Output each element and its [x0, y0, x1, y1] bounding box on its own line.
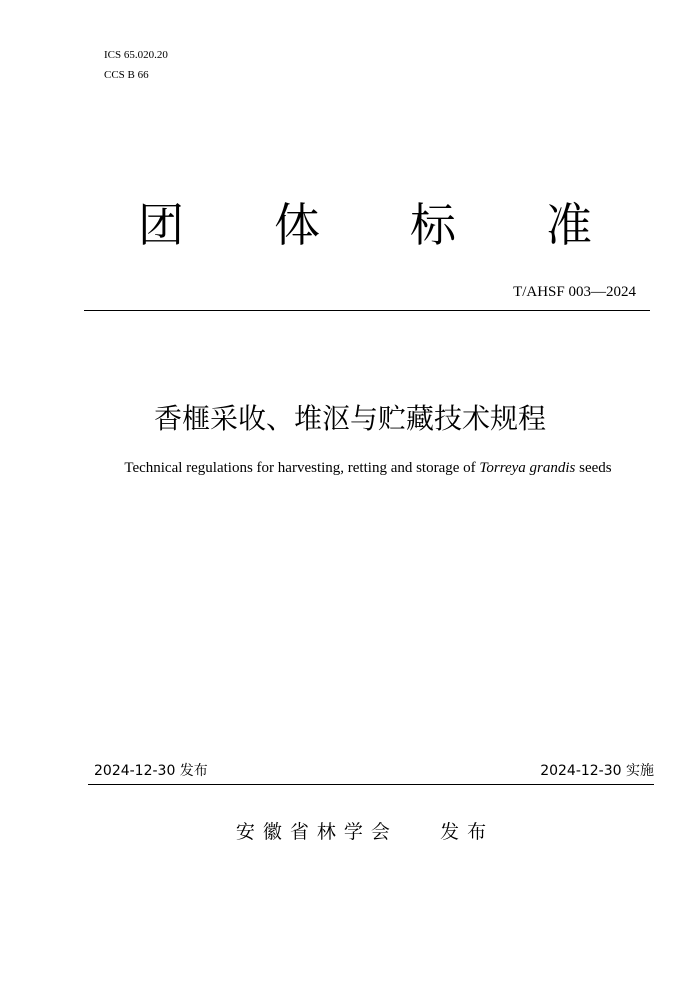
ics-code: ICS 65.020.20: [104, 49, 168, 61]
document-type-heading: [0, 198, 700, 252]
doc-type-char-4: 准: [546, 198, 592, 252]
classification-codes: [104, 45, 168, 85]
english-title-species: Torreya grandis: [479, 460, 576, 476]
doc-type-char-1: 团: [138, 198, 184, 252]
bottom-divider: [88, 784, 654, 785]
chinese-title: 香榧采收、堆沤与贮藏技术规程: [153, 402, 546, 435]
doc-type-char-3: 标: [410, 198, 456, 252]
ccs-code: CCS B 66: [104, 69, 149, 81]
publish-action: 发布: [440, 821, 495, 843]
publisher-name: 安徽省林学会: [235, 821, 398, 843]
standard-number: T/AHSF 003—2024: [513, 284, 636, 300]
top-divider: [84, 310, 650, 311]
english-title: [0, 458, 700, 478]
publisher-line: [0, 820, 700, 844]
implementation-date: 2024-12-30 实施: [540, 763, 654, 779]
english-title-suffix: seeds: [575, 460, 612, 476]
issue-date: 2024-12-30 发布: [94, 763, 208, 779]
doc-type-char-2: 体: [274, 198, 320, 252]
english-title-prefix: Technical regulations for harvesting, retting and storage of: [124, 460, 480, 476]
